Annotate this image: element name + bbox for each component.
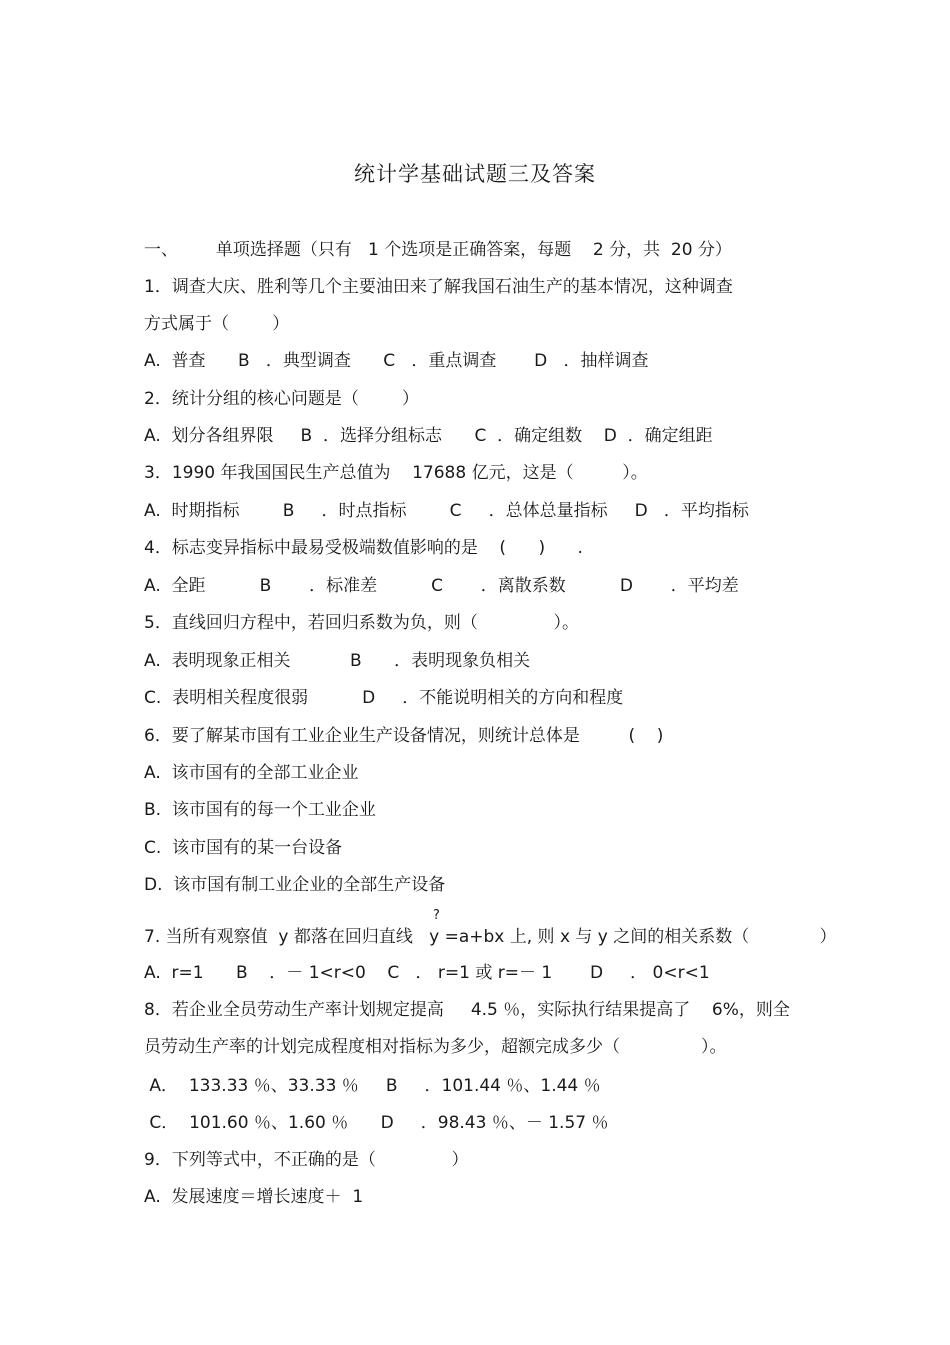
question-9-stem: 9．下列等式中，不正确的是（ ）: [144, 1150, 469, 1170]
question-8-stem-line1: 8．若企业全员劳动生产率计划规定提高 4.5 ％，实际执行结果提高了 6%，则全: [144, 1000, 790, 1020]
question-6-option-a: A. 该市国有的全部工业企业: [144, 763, 359, 783]
question-8-stem-line2: 员劳动生产率的计划完成程度相对指标为多少，超额完成多少（ ）。: [144, 1037, 727, 1057]
question-9-option-a: A. 发展速度＝增长速度＋ 1: [144, 1187, 364, 1207]
question-6-stem: 6．要了解某市国有工业企业生产设备情况，则统计总体是 ( ): [144, 726, 664, 746]
question-1-stem-line1: 1．调查大庆、胜利等几个主要油田来了解我国石油生产的基本情况，这种调查: [144, 277, 733, 297]
question-6-option-c: C. 该市国有的某一台设备: [144, 838, 343, 858]
question-1-options: A. 普查 B ．典型调查 C ．重点调查 D ．抽样调查: [144, 351, 649, 371]
question-5-options-cd: C. 表明相关程度很弱 D ．不能说明相关的方向和程度: [144, 688, 624, 708]
question-7-options: A. r=1 B ．－ 1<r<0 C ． r=1 或 r=－ 1 D ． 0<r<1: [144, 963, 710, 983]
question-6-option-d: D. 该市国有制工业企业的全部生产设备: [144, 875, 446, 895]
question-5-stem: 5．直线回归方程中，若回归系数为负，则（ ）。: [144, 613, 579, 633]
question-7-hat-symbol: ?: [433, 908, 440, 923]
question-8-options-ab: A． 133.33 ％、33.33 ％ B ．101.44 ％、1.44 ％: [144, 1076, 601, 1096]
question-8-options-cd: C． 101.60 ％、1.60 ％ D ．98.43 ％、－ 1.57 ％: [144, 1113, 609, 1133]
question-1-stem-line2: 方式属于（ ）: [144, 314, 290, 334]
question-3-stem: 3．1990 年我国国民生产总值为 17688 亿元，这是（ ）。: [144, 463, 648, 483]
question-3-options: A. 时期指标 B ．时点指标 C ．总体总量指标 D ．平均指标: [144, 501, 749, 521]
document-title: 统计学基础试题三及答案: [354, 162, 596, 186]
question-4-stem: 4．标志变异指标中最易受极端数值影响的是 ( ) .: [144, 538, 583, 558]
section-heading: 一、 单项选择题（只有 1 个选项是正确答案，每题 2 分，共 20 分）: [144, 240, 732, 260]
question-4-options: A. 全距 B ．标准差 C ．离散系数 D ．平均差: [144, 576, 739, 596]
question-7-stem: 7. 当所有观察值 y 都落在回归直线 y =a+bx 上, 则 x 与 y 之间的相关系数（ ）: [144, 927, 837, 947]
question-5-options-ab: A. 表明现象正相关 B ．表明现象负相关: [144, 651, 531, 671]
question-2-stem: 2．统计分组的核心问题是（ ）: [144, 389, 420, 409]
question-6-option-b: B. 该市国有的每一个工业企业: [144, 800, 376, 820]
question-2-options: A. 划分各组界限 B ．选择分组标志 C ．确定组数 D ．确定组距: [144, 426, 713, 446]
